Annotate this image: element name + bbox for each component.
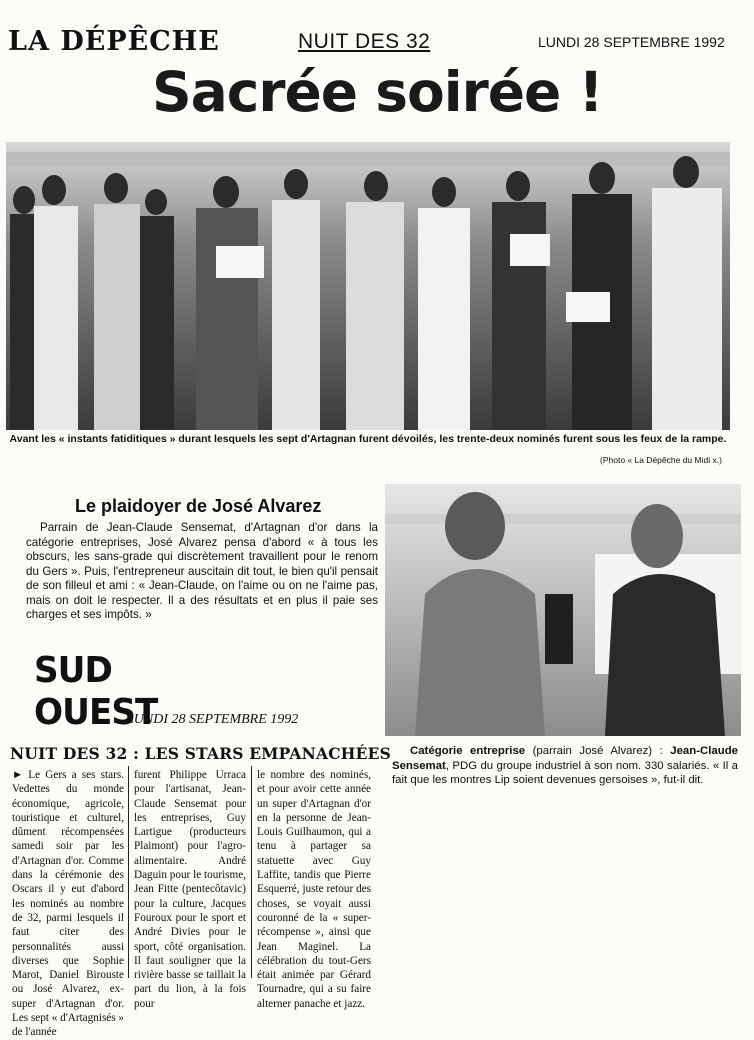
article-column-2: furent Philippe Urraca pour l'artisanat, Jean-Claude Sensemat pour les entreprises, Guy Lartigue (producteurs Plaimont) pour l'agro-alimentaire. André Daguin pour le tourisme, Jean Fitte (pentecôtavic) pour la culture, Jacques Fouroux pour le sport et André Divies pour le sport, côté organisation. Il faut souligner que la rivière basse se taillait la part du lion, à la fois pour bbox=[134, 769, 246, 1010]
rubric: NUIT DES 32 bbox=[298, 30, 431, 53]
article-column-1: ► Le Gers a ses stars. Vedettes du monde économique, agricole, touristique et culturel, dûment récompensées samedi soir par les d'Artagnan d'or. Comme dans la cérémonie des Oscars il y eut d'abord les nominés au nombre de 32, parmi lesquels il faut citer des personnalités aussi diverses que Sophie Marot, Daniel Birouste ou José Alvarez, ex-super d'Artagnan d'or. Les sept « d'Artagnisés » de l'année bbox=[12, 769, 125, 1039]
sud-ouest-title: NUIT DES 32 : LES STARS EMPANACHÉES bbox=[10, 744, 391, 763]
headline: Sacrée soirée ! bbox=[152, 60, 603, 124]
award-photo-image bbox=[385, 484, 741, 736]
caption-name: Jean-Claude Sensemat bbox=[392, 745, 738, 772]
plaidoyer-title: Le plaidoyer de José Alvarez bbox=[75, 496, 322, 516]
article-column-3: le nombre des nominés, et pour avoir cette année un super d'Artagnan d'or en la personne de Jean-Louis Guilhaumon, qui a tenu à partager sa statuette avec Guy Laffite, tandis que Pierre Esquerré, juste retour des choses, se voyait aussi couronné de la « super-récompense », ainsi que Jean Maginel. La célébration du tout-Gers était animée par Gérard Tournadre, qui a su faire alterner panache et jazz. bbox=[257, 769, 371, 1010]
sud-ouest-logo: SUD OUEST bbox=[34, 650, 158, 733]
award-photo bbox=[385, 484, 741, 736]
masthead: LA DÉPÊCHE bbox=[8, 26, 220, 57]
dateline: LUNDI 28 SEPTEMBRE 1992 bbox=[538, 34, 725, 50]
group-photo bbox=[6, 142, 730, 430]
column-divider bbox=[128, 766, 129, 978]
sud-ouest-date: LUNDI 28 SEPTEMBRE 1992 bbox=[126, 712, 299, 727]
photo-credit: (Photo « La Dépêche du Midi x.) bbox=[600, 455, 722, 465]
caption-category: Catégorie entreprise bbox=[410, 745, 526, 757]
caption-sponsor: (parrain José Alvarez) : bbox=[525, 745, 671, 757]
group-photo-image bbox=[6, 142, 730, 430]
group-photo-caption: Avant les « instants fatiditiques » durant lesquels les sept d'Artagnan furent dévoilés, les trente-deux nominés furent sous les feux de la rampe. bbox=[9, 433, 727, 445]
award-photo-caption bbox=[392, 744, 738, 788]
caption-rest: , PDG du groupe industriel à son nom. 330 salariés. « Il a fait que les montres Lip soient devenues gersoises », fut-il dit. bbox=[392, 759, 738, 786]
column-divider bbox=[251, 766, 252, 978]
plaidoyer-body bbox=[26, 521, 378, 623]
plaidoyer-text: Parrain de Jean-Claude Sensemat, d'Artagnan d'or dans la catégorie entreprises, José Alvarez pensa d'abord « à tous les obscurs, les sans-grade qui discrètement travaillent pour le renom du Gers ». Puis, l'entrepreneur auscitain dit tout, le bien qu'il pensait de son filleul et ami : « Jean-Claude, on l'aime ou on ne l'aime pas, mais on doit le respecter. Il a des résultats et en plus il paie ses charges et ses impôts. » bbox=[26, 521, 378, 621]
